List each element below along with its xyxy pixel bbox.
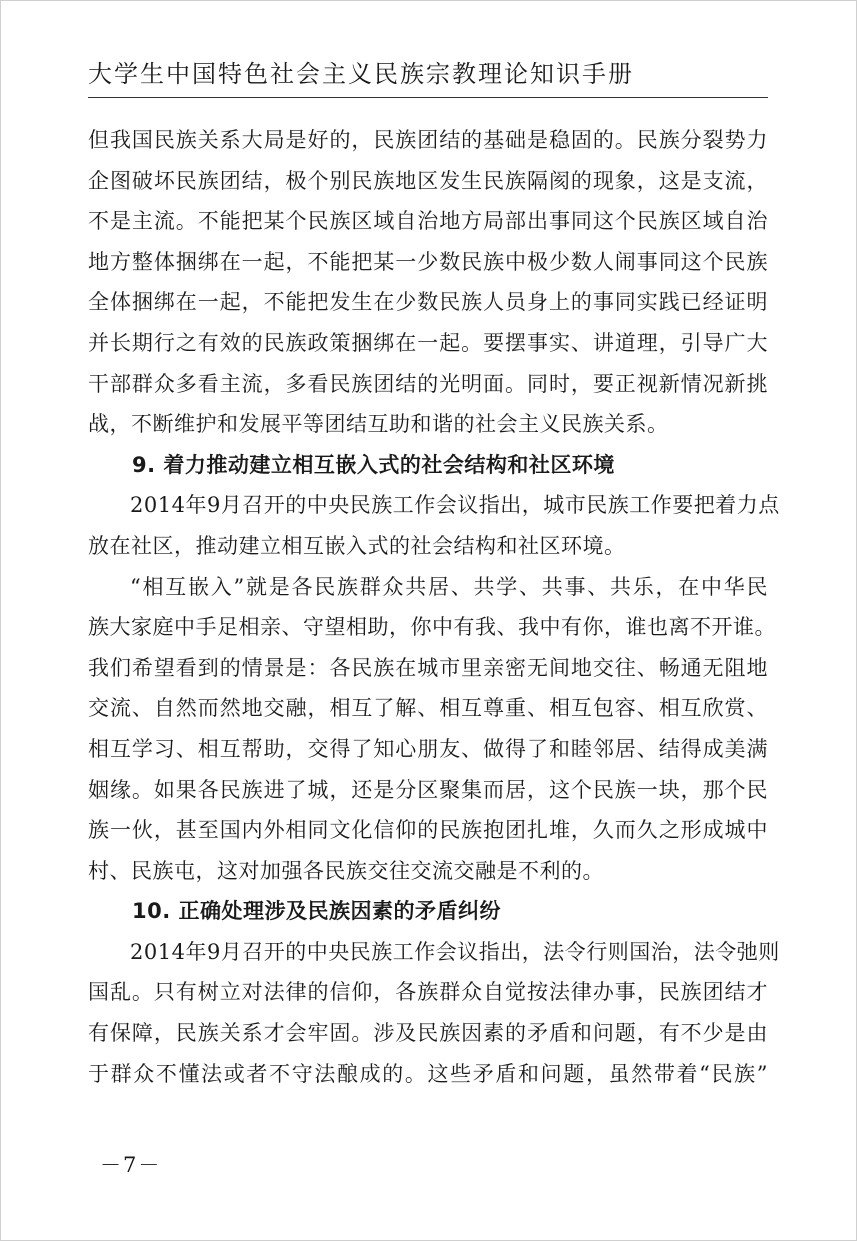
text-line: 交流、自然而然地交融，相互了解、相互尊重、相互包容、相互欣赏、 [88, 696, 768, 721]
text-line: 相互学习、相互帮助，交得了知心朋友、做得了和睦邻居、结得成美满 [88, 736, 768, 761]
text-line: 有保障，民族关系才会牢固。涉及民族因素的矛盾和问题，有不少是由 [88, 1021, 768, 1046]
text-line: 但我国民族关系大局是好的，民族团结的基础是稳固的。民族分裂势力 [88, 128, 768, 152]
text-line: 姻缘。如果各民族进了城，还是分区聚集而居，这个民族一块，那个民 [88, 777, 768, 802]
text-line: “相互嵌入”就是各民族群众共居、共学、共事、共乐，在中华民 [130, 574, 768, 599]
running-header: 大学生中国特色社会主义民族宗教理论知识手册 [88, 60, 634, 88]
text-line: 不是主流。不能把某个民族区域自治地方局部出事同这个民族区域自治 [88, 209, 768, 234]
text-line: 于群众不懂法或者不守法酿成的。这些矛盾和问题，虽然带着“民族” [88, 1061, 768, 1086]
text-line: 并长期行之有效的民族政策捆绑在一起。要摆事实、讲道理，引导广大 [88, 330, 768, 355]
text-line: 族大家庭中手足相亲、守望相助，你中有我、我中有你，谁也离不开谁。 [88, 615, 776, 640]
body-text [88, 120, 780, 1094]
section-heading-10: 10. 正确处理涉及民族因素的矛盾纠纷 [132, 899, 502, 924]
text-line: 国乱。只有树立对法律的信仰，各族群众自觉按法律办事，民族团结才 [88, 980, 768, 1005]
text-line: 2014年9月召开的中央民族工作会议指出，法令行则国治，法令弛则 [130, 939, 780, 964]
text-line: 地方整体捆绑在一起，不能把某一少数民族中极少数人闹事同这个民族 [88, 249, 768, 274]
text-line: 企图破坏民族团结，极个别民族地区发生民族隔阂的现象，这是支流， [88, 168, 768, 193]
text-line: 我们希望看到的情景是：各民族在城市里亲密无间地交往、畅通无阻地 [88, 655, 768, 680]
text-line: 2014年9月召开的中央民族工作会议指出，城市民族工作要把着力点 [130, 493, 780, 518]
text-line: 族一伙，甚至国内外相同文化信仰的民族抱团扎堆，久而久之形成城中 [88, 818, 768, 843]
text-line: 干部群众多看主流，多看民族团结的光明面。同时，要正视新情况新挑 [88, 371, 768, 396]
text-line: 全体捆绑在一起，不能把发生在少数民族人员身上的事同实践已经证明 [88, 290, 768, 315]
page-number: －7－ [100, 1153, 162, 1177]
text-line: 村、民族屯，这对加强各民族交往交流交融是不利的。 [88, 858, 604, 883]
header-rule [88, 97, 768, 98]
text-line: 放在社区，推动建立相互嵌入式的社会结构和社区环境。 [88, 533, 626, 558]
text-line: 战，不断维护和发展平等团结互助和谐的社会主义民族关系。 [88, 412, 669, 437]
section-heading-9: 9. 着力推动建立相互嵌入式的社会结构和社区环境 [132, 452, 615, 477]
